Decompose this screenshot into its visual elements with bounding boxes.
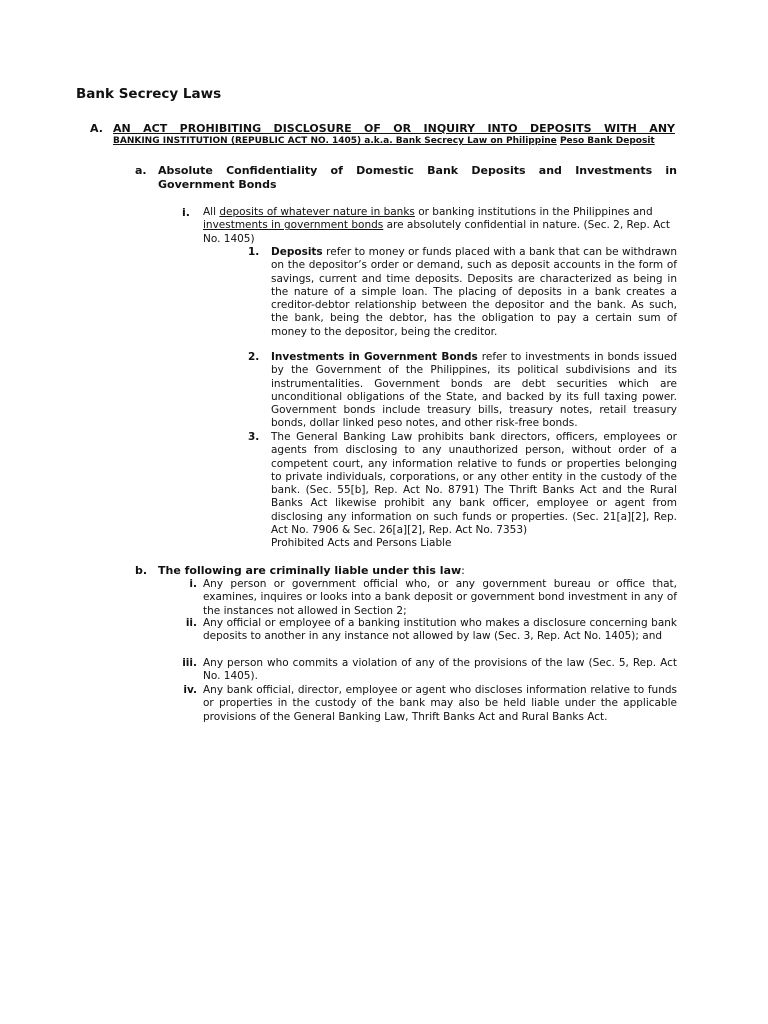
liable-item-i-text: Any person or government official who, or any government bureau or office that, examines, inquires or looks into a bank deposit or government bond investment in any of the instances not allowed in Section 2; xyxy=(203,578,677,617)
numbered-item-1-term: Deposits xyxy=(271,246,323,258)
subsection-b-number: b. xyxy=(135,564,148,577)
subsection-b-heading-text: The following are criminally liable under this law xyxy=(158,564,462,577)
numbered-item-2-number: 2. xyxy=(248,351,260,363)
section-a-heading-line1: AN ACT PROHIBITING DISCLOSURE OF OR INQUIRY INTO DEPOSITS WITH ANY xyxy=(113,122,675,135)
liable-item-iv-text: Any bank official, director, employee or agent who discloses information relative to funds or properties in the custody of the bank may also be held liable under the applicable provisions of the General Banking Law, Thrift Banks Act and Rural Banks Act. xyxy=(203,684,677,723)
numbered-item-3-number: 3. xyxy=(248,431,260,443)
liable-item-ii-text: Any official or employee of a banking institution who makes a disclosure concerning bank deposits to another in any instance not allowed by law (Sec. 3, Rep. Act No. 1405); and xyxy=(203,617,677,643)
subsection-a-heading: Absolute Confidentiality of Domestic Bank Deposits and Investments in Government Bonds xyxy=(158,164,677,191)
page-title: Bank Secrecy Laws xyxy=(76,86,222,102)
item-i-post: are absolutely confidential in nature. (Sec. 2, Rep. Act No. 1405) xyxy=(203,219,671,245)
numbered-item-3-extra: Prohibited Acts and Persons Liable xyxy=(271,537,452,550)
item-i-underlined-deposits: deposits of whatever nature in banks xyxy=(219,206,415,218)
section-a-heading-part2: Peso Bank Deposit xyxy=(559,136,655,146)
subsection-b-colon: : xyxy=(461,564,465,577)
liable-item-i-number: i. xyxy=(189,578,197,590)
liable-item-iv-number: iv. xyxy=(183,684,197,696)
numbered-item-2-term: Investments in Government Bonds xyxy=(271,351,478,363)
numbered-item-1-text xyxy=(271,246,677,339)
numbered-item-2-text xyxy=(271,351,677,431)
numbered-item-3-text xyxy=(271,431,677,551)
numbered-item-2-body: refer to investments in bonds issued by the Government of the Philippines, its political subdivisions and its instrumentalities. Government bonds are debt securities which are unconditional obligations of the State, and backed by its full taxing power. Government bonds include treasury bills, treasury notes, retail treasury bonds, dollar linked peso notes, and other risk-free bonds. xyxy=(271,351,677,430)
section-a-heading-line2 xyxy=(113,136,655,146)
liable-item-iv xyxy=(183,684,677,724)
subsection-b-heading xyxy=(158,564,465,577)
liable-item-i xyxy=(189,578,677,618)
item-i-pre: All xyxy=(203,206,220,218)
liable-item-ii xyxy=(185,617,677,644)
liable-item-iii xyxy=(182,657,677,684)
item-i-number: i. xyxy=(182,206,190,219)
numbered-item-1-number: 1. xyxy=(248,246,260,258)
section-a-heading-part1: BANKING INSTITUTION (REPUBLIC ACT NO. 1405) a.k.a. Bank Secrecy Law on Philippine xyxy=(113,136,557,146)
numbered-item-1-body: refer to money or funds placed with a bank that can be withdrawn on the depositor’s order or demand, such as deposit accounts in the form of savings, current and time deposits. Deposits are characterized as being in the nature of a simple loan. The placing of deposits in a bank creates a creditor-debtor relationship between the depositor and the bank. As such, the bank, being the debtor, has the obligation to pay a certain sum of money to the depositor, being the creditor. xyxy=(271,246,677,338)
item-i-underlined-investments: investments in government bonds xyxy=(203,219,384,232)
section-a-number: A. xyxy=(90,122,103,135)
liable-item-iii-text: Any person who commits a violation of any of the provisions of the law (Sec. 5, Rep. Act No. 1405). xyxy=(203,657,677,683)
item-i-text xyxy=(203,206,677,246)
liable-item-iii-number: iii. xyxy=(182,657,197,669)
item-i-mid: or banking institutions in the Philippines and xyxy=(414,206,653,218)
numbered-item-3-body: The General Banking Law prohibits bank directors, officers, employees or agents from disclosing to any unauthorized person, without order of a competent court, any information relative to funds or properties belonging to private individuals, corporations, or any other entity in the custody of the bank. (Sec. 55[b], Rep. Act No. 8791) The Thrift Banks Act and the Rural Banks Act likewise prohibit any bank officer, employee or agent from disclosing any information on such funds or properties. (Sec. 21[a][2], Rep. Act No. 7906 & Sec. 26[a][2], Rep. Act No. 7353) xyxy=(271,431,677,537)
liable-item-ii-number: ii. xyxy=(185,617,197,629)
subsection-a-number: a. xyxy=(135,164,147,177)
